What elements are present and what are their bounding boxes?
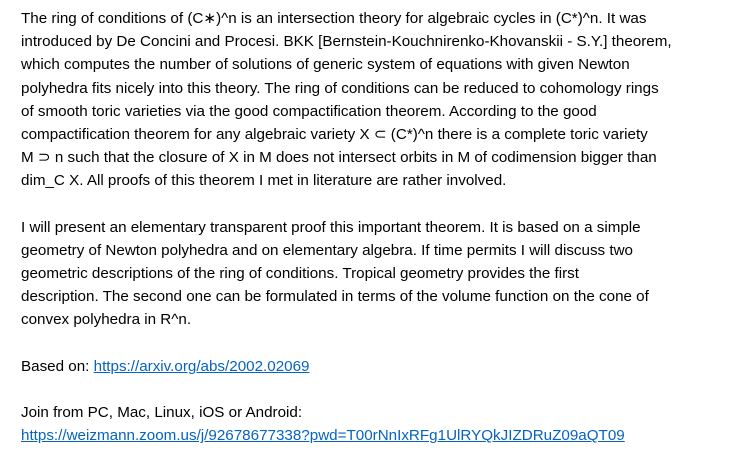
text-line: which computes the number of solutions of generic system of equations with given Newton xyxy=(21,56,630,74)
based-on-label: Based on: xyxy=(21,357,94,375)
text-line: geometry of Newton polyhedra and on elementary algebra. If time permits I will discuss two xyxy=(21,241,634,259)
abstract-paragraph-2 xyxy=(21,216,723,332)
text-line: description. The second one can be formulated in terms of the volume function on the cone of xyxy=(21,288,649,306)
zoom-link[interactable]: https://weizmann.zoom.us/j/92678677338?pwd=T00rNnIxRFg1UlRYQkJIZDRuZ09aQT09 xyxy=(21,427,625,445)
text-line: compactification theorem for any algebraic variety X ⊂ (C*)^n there is a complete toric variety xyxy=(21,125,648,143)
arxiv-link[interactable]: https://arxiv.org/abs/2002.02069 xyxy=(93,357,310,375)
text-line: dim_C X. All proofs of this theorem I met in literature are rather involved. xyxy=(21,172,507,190)
paragraph-spacer xyxy=(21,332,723,355)
text-line: The ring of conditions of (C∗)^n is an intersection theory for algebraic cycles in (C*)^n. It was xyxy=(21,10,647,27)
join-info xyxy=(21,401,723,447)
based-on-line xyxy=(21,355,723,378)
abstract-paragraph-1 xyxy=(21,7,723,193)
document-body xyxy=(21,7,723,448)
join-label: Join from PC, Mac, Linux, iOS or Android: xyxy=(21,404,303,422)
text-line: geometric descriptions of the ring of conditions. Tropical geometry provides the first xyxy=(21,265,579,283)
paragraph-spacer xyxy=(21,193,723,216)
text-line: I will present an elementary transparent proof this important theorem. It is based on a simple xyxy=(21,218,641,236)
text-line: of smooth toric varieties via the good compactification theorem. According to the good xyxy=(21,102,597,120)
text-line: introduced by De Concini and Procesi. BKK [Bernstein-Kouchnirenko-Khovanskii - S.Y.] theorem, xyxy=(21,33,672,51)
text-line: convex polyhedra in R^n. xyxy=(21,311,192,329)
text-line: polyhedra fits nicely into this theory. The ring of conditions can be reduced to cohomology rings xyxy=(21,79,659,97)
paragraph-spacer xyxy=(21,378,723,401)
text-line: M ⊃ n such that the closure of X in M does not intersect orbits in M of codimension bigger than xyxy=(21,149,657,167)
